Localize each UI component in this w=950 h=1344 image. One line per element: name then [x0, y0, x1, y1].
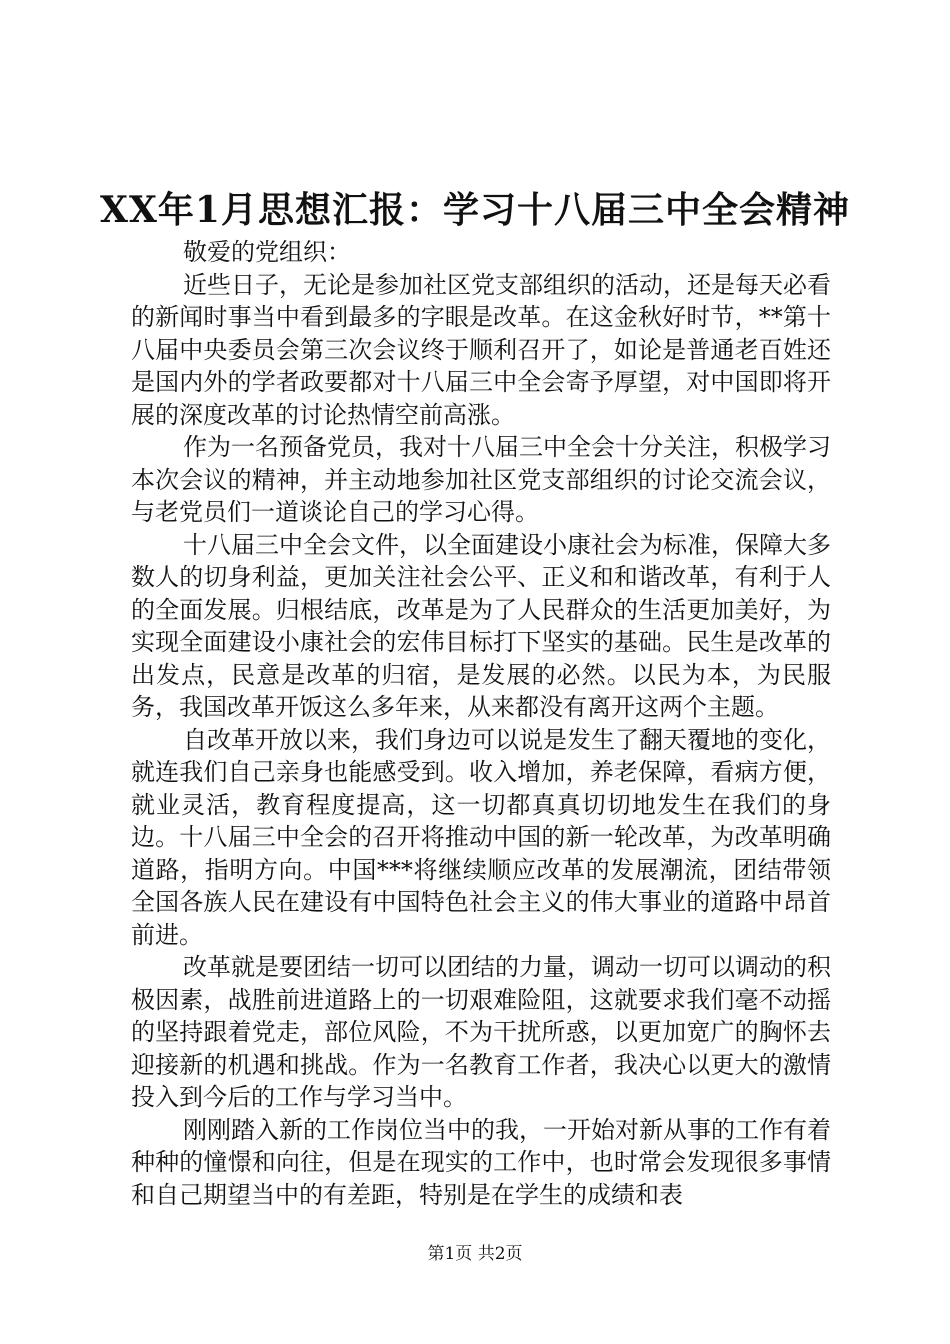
paragraph: 刚刚踏入新的工作岗位当中的我，一开始对新从事的工作有着种种的憧憬和向往，但是在现实的工作中，也时常会发现很多事情和自己期望当中的有差距，特别是在学生的成绩和表	[131, 1115, 831, 1209]
paragraph: 十八届三中全会文件，以全面建设小康社会为标准，保障大多数人的切身利益，更加关注社会公平、正义和和谐改革，有利于人的全面发展。归根结底，改革是为了人民群众的生活更加美好，为实现全面建设小康社会的宏伟目标打下坚实的基础。民生是改革的出发点，民意是改革的归宿，是发展的必然。以民为本，为民服务，我国改革开饭这么多年来，从来都没有离开这两个主题。	[131, 530, 831, 721]
paragraph: 改革就是要团结一切可以团结的力量，调动一切可以调动的积极因素，战胜前进道路上的一切艰难险阻，这就要求我们毫不动摇的坚持跟着党走，部位风险，不为干扰所惑，以更加宽广的胸怀去迎接新的机遇和挑战。作为一名教育工作者，我决心以更大的激情投入到今后的工作与学习当中。	[131, 953, 831, 1111]
document-title: XX年1月思想汇报：学习十八届三中全会精神	[100, 189, 850, 231]
paragraph: 近些日子，无论是参加社区党支部组织的活动，还是每天必看的新闻时事当中看到最多的字眼是改革。在这金秋好时节，**第十八届中央委员会第三次会议终于顺利召开了，如论是普通老百姓还是国内外的学者政要都对十八届三中全会寄予厚望，对中国即将开展的深度改革的讨论热情空前高涨。	[131, 270, 831, 429]
greeting-line: 敬爱的党组织：	[183, 238, 351, 266]
document-body	[131, 236, 831, 1211]
page-number-footer: 第1页 共2页	[427, 1244, 523, 1264]
paragraph: 自改革开放以来，我们身边可以说是发生了翻天覆地的变化，就连我们自己亲身也能感受到。收入增加，养老保障，看病方便，就业灵活，教育程度提高，这一切都真真切切地发生在我们的身边。十八届三中全会的召开将推动中国的新一轮改革，为改革明确道路，指明方向。中国***将继续顺应改革的发展潮流，团结带领全国各族人民在建设有中国特色社会主义的伟大事业的道路中昂首前进。	[131, 725, 831, 949]
paragraph: 作为一名预备党员，我对十八届三中全会十分关注，积极学习本次会议的精神，并主动地参加社区党支部组织的讨论交流会议，与老党员们一道谈论自己的学习心得。	[131, 433, 831, 526]
